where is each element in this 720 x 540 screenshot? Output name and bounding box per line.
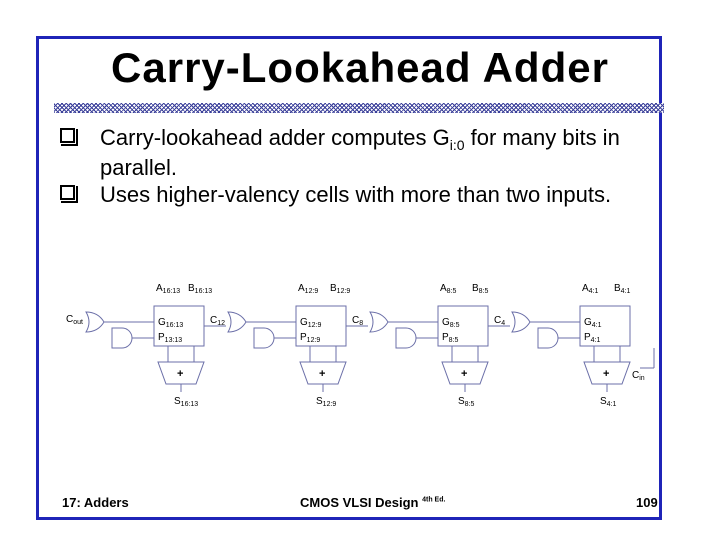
input-a-label: $A_{16:13}$ (156, 283, 181, 295)
input-a-label: $A_{8:5}$ (440, 283, 457, 295)
input-b-label: $B_{8:5}$ (472, 283, 489, 295)
carry-out-text: $C_{out}$ (66, 314, 83, 326)
input-a-label: $A_{12:9}$ (298, 283, 319, 295)
plus-icon: + (603, 368, 610, 380)
adder-block-2 (228, 283, 368, 408)
plus-icon: + (177, 368, 184, 380)
bullet-subscript: i:0 (449, 137, 465, 153)
footer-page-number: 109 (636, 495, 658, 510)
bullet-text-after: for many bits in parallel. (100, 125, 620, 180)
group-generate-label: $G_{8:5}$ (442, 317, 460, 329)
input-b-label: $B_{16:13}$ (188, 283, 213, 295)
adder-blocks (86, 283, 631, 408)
sum-label: $S_{8:5}$ (458, 396, 475, 408)
or-gate-icon (370, 312, 388, 332)
adder-block-4 (512, 283, 631, 408)
carry-in-text: $C_{in}$ (632, 370, 645, 382)
group-generate-label: $G_{12:9}$ (300, 317, 322, 329)
slide-title: Carry-Lookahead Adder (111, 44, 609, 91)
bullet-text: Uses higher-valency cells with more than two inputs. (100, 182, 612, 207)
and-gate-icon (538, 328, 558, 348)
group-propagate-label: $P_{4:1}$ (584, 332, 601, 344)
carry-label: $C_{12}$ (210, 315, 226, 327)
and-gate-icon (112, 328, 132, 348)
footer-edition: 4th Ed. (422, 496, 446, 504)
or-gate-icon (512, 312, 530, 332)
carry-in-label (632, 348, 654, 382)
or-gate-icon (86, 312, 104, 332)
footer-course-text: CMOS VLSI Design (300, 495, 419, 510)
footer-chapter: 17: Adders (62, 495, 129, 510)
input-b-label: $B_{4:1}$ (614, 283, 631, 295)
carry-label: $C_4$ (494, 315, 506, 327)
group-generate-label: $G_{16:13}$ (158, 317, 184, 329)
carry-label: $C_8$ (352, 315, 364, 327)
and-gate-icon (396, 328, 416, 348)
and-gate-icon (254, 328, 274, 348)
or-gate-icon (228, 312, 246, 332)
adder-block-1 (86, 283, 226, 408)
adder-block-3 (370, 283, 510, 408)
plus-icon: + (461, 368, 468, 380)
plus-icon: + (319, 368, 326, 380)
group-generate-label: $G_{4:1}$ (584, 317, 602, 329)
sum-label: $S_{4:1}$ (600, 396, 617, 408)
bullet-text: Carry-lookahead adder computes G (100, 125, 450, 150)
group-propagate-label: $P_{8:5}$ (442, 332, 459, 344)
input-b-label: $B_{12:9}$ (330, 283, 351, 295)
footer-course (300, 495, 445, 510)
sum-label: $S_{12:9}$ (316, 396, 337, 408)
sum-label: $S_{16:13}$ (174, 396, 199, 408)
carry-out-label (66, 314, 83, 326)
group-propagate-label: $P_{13:13}$ (158, 332, 183, 344)
input-a-label: $A_{4:1}$ (582, 283, 599, 295)
group-propagate-label: $P_{12:9}$ (300, 332, 321, 344)
